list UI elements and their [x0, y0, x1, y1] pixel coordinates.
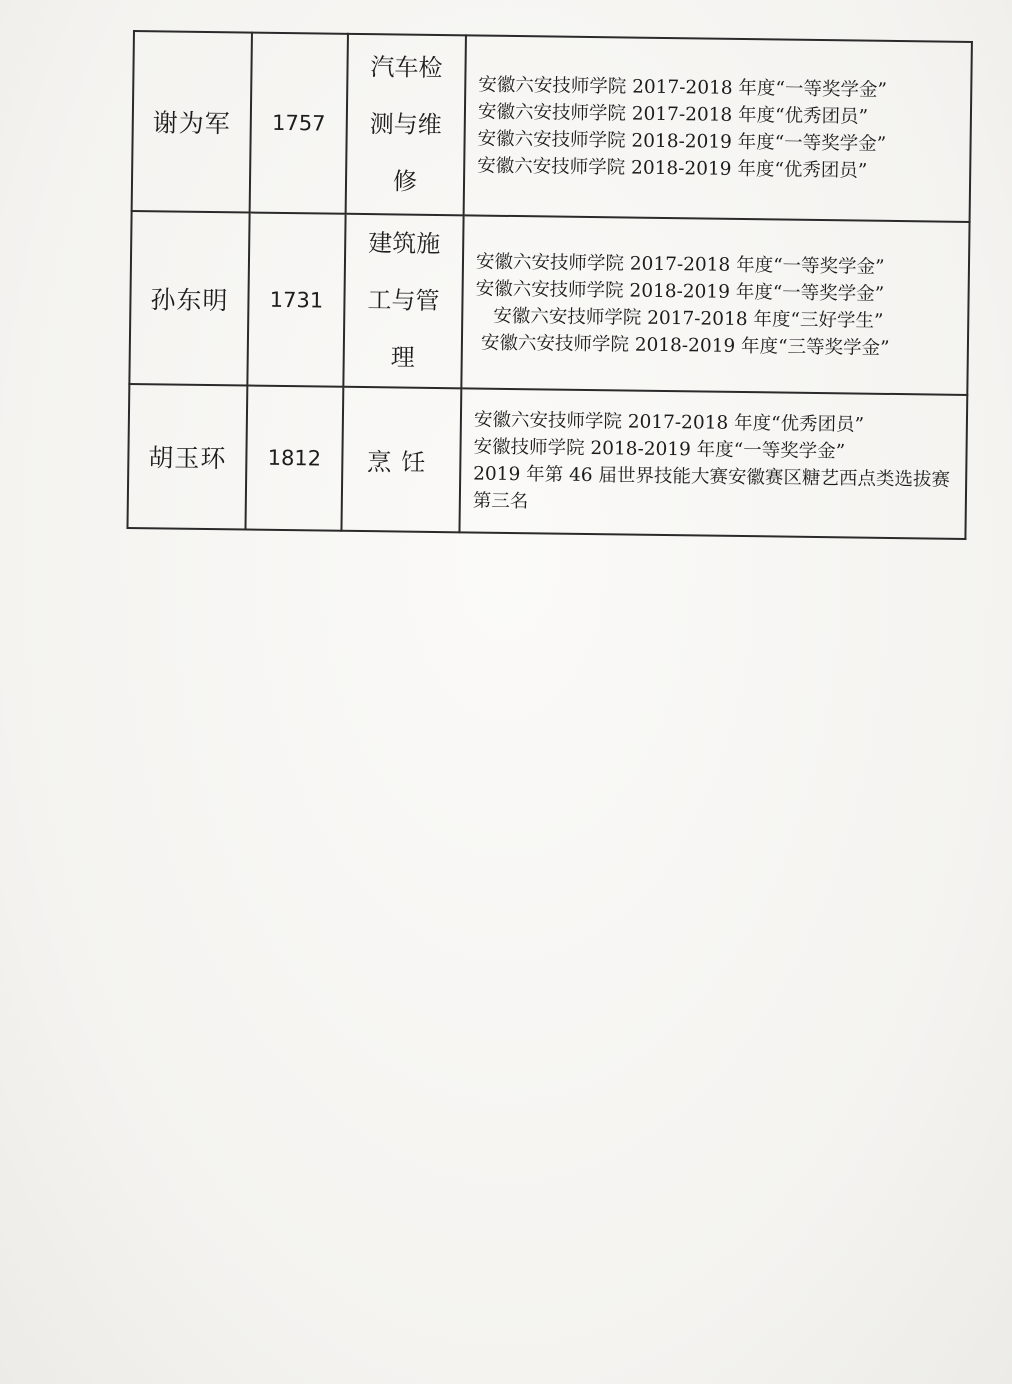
student-id: 1812: [267, 445, 322, 471]
award-item: 安徽六安技师学院 2017-2018 年度“优秀团员”: [473, 409, 865, 436]
major-line: 建筑施: [368, 229, 441, 259]
student-name: 谢为军: [152, 108, 231, 139]
major-line: 修: [392, 166, 418, 196]
student-name-cell: [127, 384, 247, 530]
award-item: 安徽六安技师学院 2017-2018 年度“优秀团员”: [477, 101, 869, 128]
awards-cell: [461, 215, 969, 395]
award-item: 安徽六安技师学院 2017-2018 年度“一等奖学金”: [475, 251, 885, 278]
awards-cell: [464, 35, 972, 222]
student-id-cell: [250, 33, 348, 214]
award-item: 2019 年第 46 届世界技能大赛安徽赛区糖艺西点类选拔赛第三名: [472, 463, 951, 513]
student-id: 1731: [269, 287, 324, 313]
table-row: [129, 211, 969, 395]
award-table: [126, 30, 972, 540]
student-name: 孙东明: [150, 284, 229, 315]
table-row: [127, 384, 967, 539]
major-line: 工与管: [367, 286, 440, 316]
award-item: 安徽六安技师学院 2018-2019 年度“三等奖学金”: [480, 332, 890, 359]
award-item: 安徽六安技师学院 2018-2019 年度“一等奖学金”: [475, 278, 885, 305]
award-item: 安徽六安技师学院 2018-2019 年度“一等奖学金”: [477, 128, 887, 155]
major-cell: [341, 387, 461, 533]
major-text: 烹饪: [367, 447, 436, 477]
major-cell: [346, 34, 466, 216]
student-name-cell: [132, 31, 252, 213]
student-id-cell: [245, 386, 343, 531]
student-id: 1757: [271, 110, 326, 136]
student-id-cell: [247, 213, 345, 387]
major-line: 测与维: [369, 109, 442, 139]
major-line: 理: [390, 343, 415, 372]
student-name-cell: [129, 211, 249, 386]
table-row: [132, 31, 972, 222]
student-name: 胡玉环: [148, 443, 227, 474]
awards-cell: [459, 388, 967, 539]
major-line: 汽车检: [370, 52, 443, 82]
award-item: 安徽六安技师学院 2017-2018 年度“三好学生”: [493, 305, 884, 332]
award-item: 安徽六安技师学院 2018-2019 年度“优秀团员”: [477, 155, 868, 182]
award-item: 安徽六安技师学院 2017-2018 年度“一等奖学金”: [478, 74, 888, 101]
award-item: 安徽技师学院 2018-2019 年度“一等奖学金”: [473, 436, 846, 463]
major-cell: [343, 214, 463, 389]
